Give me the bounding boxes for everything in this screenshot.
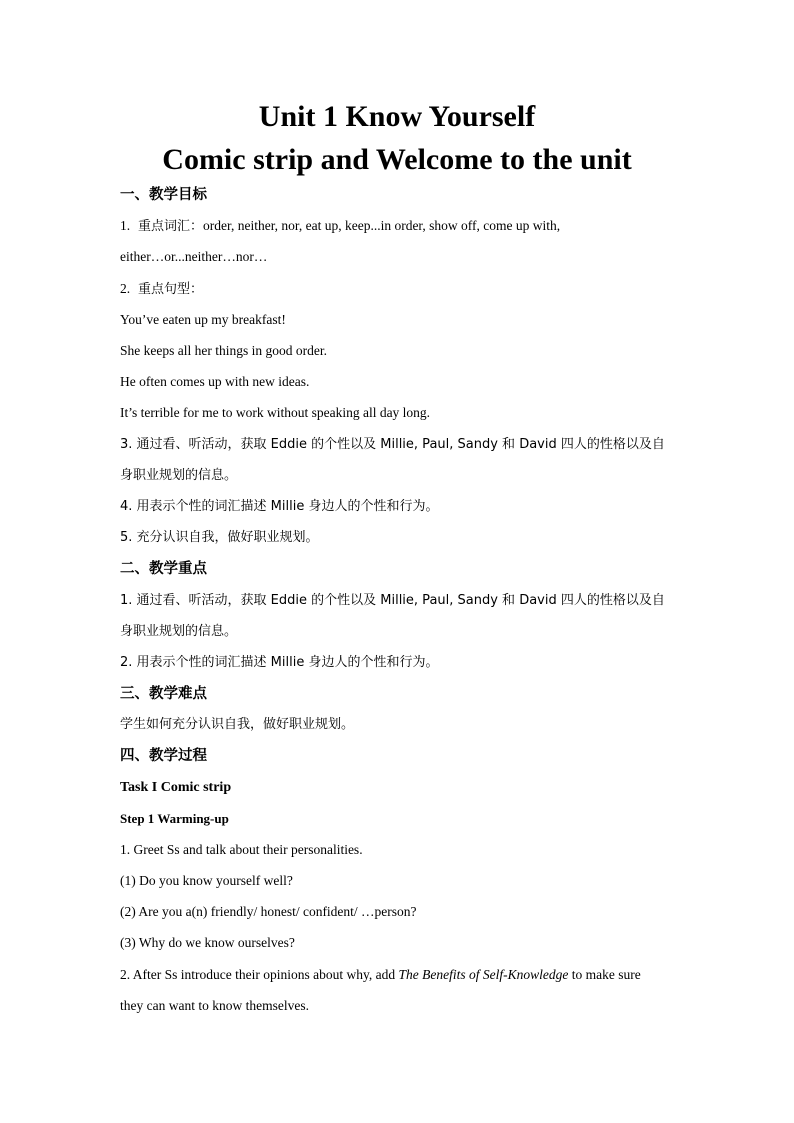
question-1: (1) Do you know yourself well?	[120, 873, 293, 888]
objective-item-3: 3. 通过看、听活动，获取 Eddie 的个性以及 Millie, Paul, Sandy 和 David 四人的性格以及自	[120, 437, 665, 452]
item-label: 重点词汇：	[138, 219, 204, 234]
key-sentence-3: He often comes up with new ideas.	[120, 374, 310, 389]
objective-item-4: 4. 用表示个性的词汇描述 Millie 身边人的个性和行为。	[120, 499, 439, 514]
document-subtitle: Comic strip and Welcome to the unit	[162, 143, 632, 176]
step-item-2-continued: they can want to know themselves.	[120, 998, 309, 1013]
objective-item-5: 5. 充分认识自我，做好职业规划。	[120, 530, 319, 545]
key-point-item-1-continued: 身职业规划的信息。	[120, 624, 238, 639]
document-title: Unit 1 Know Yourself	[258, 100, 536, 133]
key-point-item-2: 2. 用表示个性的词汇描述 Millie 身边人的个性和行为。	[120, 655, 439, 670]
objective-item-1	[120, 216, 560, 237]
step-item-2	[120, 965, 641, 985]
item-number: 2.	[120, 281, 131, 296]
objective-item-2	[120, 279, 203, 300]
step-heading: Step 1 Warming-up	[120, 811, 229, 826]
step-item-2-text-end: to make sure	[568, 967, 641, 982]
section-heading-difficulties: 三、教学难点	[120, 686, 207, 702]
item-number: 1.	[120, 218, 131, 233]
key-sentence-1: You’ve eaten up my breakfast!	[120, 312, 286, 327]
book-title: The Benefits of Self-Knowledge	[398, 967, 569, 982]
objective-item-3-continued: 身职业规划的信息。	[120, 468, 238, 483]
step-item-1: 1. Greet Ss and talk about their personalities.	[120, 842, 363, 857]
key-sentence-4: It’s terrible for me to work without speaking all day long.	[120, 405, 431, 420]
item-text: order, neither, nor, eat up, keep...in order, show off, come up with,	[203, 218, 561, 233]
section-heading-objectives: 一、教学目标	[120, 187, 207, 203]
section-heading-key-points: 二、教学重点	[120, 561, 207, 577]
step-item-2-text: 2. After Ss introduce their opinions about why, add	[120, 967, 399, 982]
objective-item-1-continued: either…or...neither…nor…	[120, 249, 268, 264]
key-point-item-1: 1. 通过看、听活动，获取 Eddie 的个性以及 Millie, Paul, Sandy 和 David 四人的性格以及自	[120, 593, 665, 608]
section-heading-process: 四、教学过程	[120, 748, 207, 764]
question-3: (3) Why do we know ourselves?	[120, 935, 295, 950]
question-2: (2) Are you a(n) friendly/ honest/ confident/ …person?	[120, 904, 417, 919]
task-heading: Task I Comic strip	[120, 780, 232, 795]
key-sentence-2: She keeps all her things in good order.	[120, 343, 327, 358]
item-label: 重点句型：	[138, 282, 204, 297]
difficulty-text: 学生如何充分认识自我，做好职业规划。	[120, 717, 355, 732]
